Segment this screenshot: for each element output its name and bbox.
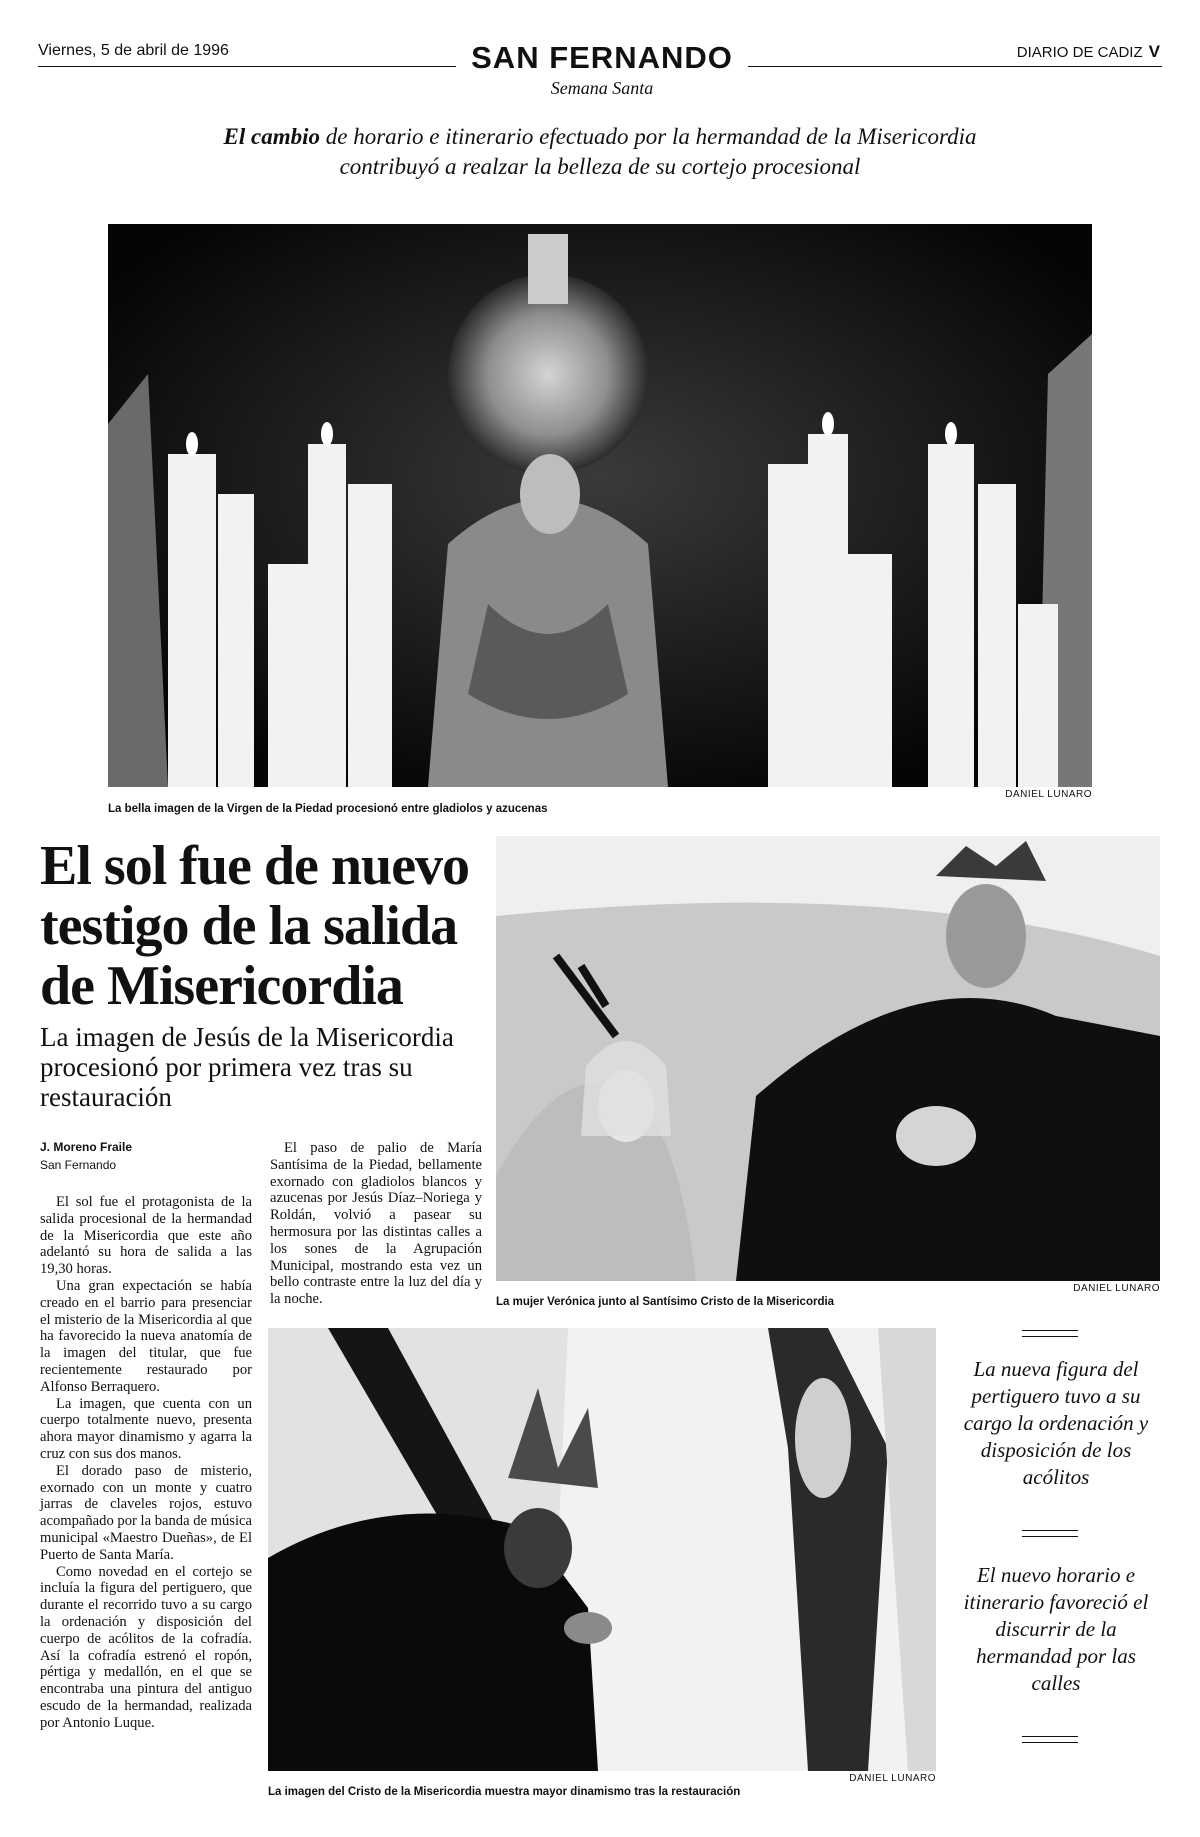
article-column-1 bbox=[40, 1194, 252, 1732]
pullquote: La nueva figura del pertiguero tuvo a su cargo la ordenación y disposición de los acólitos bbox=[963, 1357, 1149, 1489]
byline: J. Moreno Fraile bbox=[40, 1140, 133, 1154]
lead-rest: de horario e itinerario efectuado por la hermandad de la Misericordia contribuyó a realzar la belleza de su cortejo procesional bbox=[319, 124, 977, 179]
photo-veronica-cristo bbox=[496, 836, 1160, 1281]
pullquote-rule bbox=[1022, 1330, 1078, 1337]
page-letter: V bbox=[1148, 42, 1160, 61]
subheadline: La imagen de Jesús de la Misericordia procesionó por primera vez tras su restauración bbox=[40, 1022, 454, 1112]
article-column-2 bbox=[270, 1140, 482, 1308]
photo-credit: DANIEL LUNARO bbox=[1005, 789, 1092, 800]
photo-caption: La bella imagen de la Virgen de la Piedad procesionó entre gladiolos y azucenas bbox=[108, 803, 548, 815]
pullquote-rule bbox=[1022, 1736, 1078, 1743]
headline: El sol fue de nuevo testigo de la salida de Misericordia bbox=[40, 835, 470, 1017]
paragraph: El paso de palio de María Santísima de la Piedad, bellamente exornado con gladiolos blancos y azucenas por Jesús Díaz–Noriega y Roldán, volvió a pasear su hermosura por las distintas calles a los sones de la Agrupación Municipal, mostrando esta vez un bello contraste entre la luz del día y la noche. bbox=[270, 1140, 482, 1308]
section-title: SAN FERNANDO bbox=[471, 40, 733, 75]
header-rule-right bbox=[748, 66, 1162, 67]
pullquote-rule bbox=[1022, 1530, 1078, 1537]
header-rule-left bbox=[38, 66, 456, 67]
newspaper-name-text: DIARIO DE CADIZ bbox=[1016, 44, 1143, 61]
photo-virgen-piedad bbox=[108, 224, 1092, 787]
paragraph: El sol fue el protagonista de la salida procesional de la hermandad de la Misericordia que este año adelantó su hora de salida a las 19,30 horas. bbox=[40, 1194, 252, 1278]
lead-summary bbox=[190, 122, 1010, 182]
pullquote: El nuevo horario e itinerario favoreció el discurrir de la hermandad por las calles bbox=[963, 1563, 1149, 1695]
photo-cristo-misericordia bbox=[268, 1328, 936, 1771]
lead-bold: El cambio bbox=[223, 124, 320, 149]
paragraph: Como novedad en el cortejo se incluía la figura del pertiguero, que durante el recorrido tuvo a su cargo la ordenación y disposición del cuerpo de acólitos de la cofradía. Así la cofradía estrenó el ropón, pértiga y medallón, en el que se encontraba una pintura del antiguo escudo de la hermandad, realizada por Antonio Luque. bbox=[40, 1563, 252, 1731]
photo-caption: La mujer Verónica junto al Santísimo Cristo de la Misericordia bbox=[496, 1296, 835, 1308]
section-subtitle: Semana Santa bbox=[550, 78, 654, 98]
edition-date: Viernes, 5 de abril de 1996 bbox=[38, 42, 229, 59]
photo-credit: DANIEL LUNARO bbox=[1073, 1283, 1160, 1294]
photo-credit: DANIEL LUNARO bbox=[849, 1773, 936, 1784]
photo-caption: La imagen del Cristo de la Misericordia muestra mayor dinamismo tras la restauración bbox=[268, 1786, 741, 1798]
paragraph: El dorado paso de misterio, exornado con un monte y cuatro jarras de claveles rojos, estuvo acompañado por la banda de música municipal «Maestro Dueñas», de El Puerto de Santa María. bbox=[40, 1462, 252, 1563]
paragraph: La imagen, que cuenta con un cuerpo totalmente nuevo, presenta ahora mayor dinamismo y agarra la cruz con sus dos manos. bbox=[40, 1395, 252, 1462]
paragraph: Una gran expectación se había creado en el barrio para presenciar el misterio de la Misericordia al que ha favorecido la nueva anatomía de la imagen del titular, que fue recientemente restaurado por Alfonso Berraquero. bbox=[40, 1277, 252, 1395]
newspaper-name bbox=[1010, 42, 1160, 62]
dateline: San Fernando bbox=[40, 1158, 117, 1172]
